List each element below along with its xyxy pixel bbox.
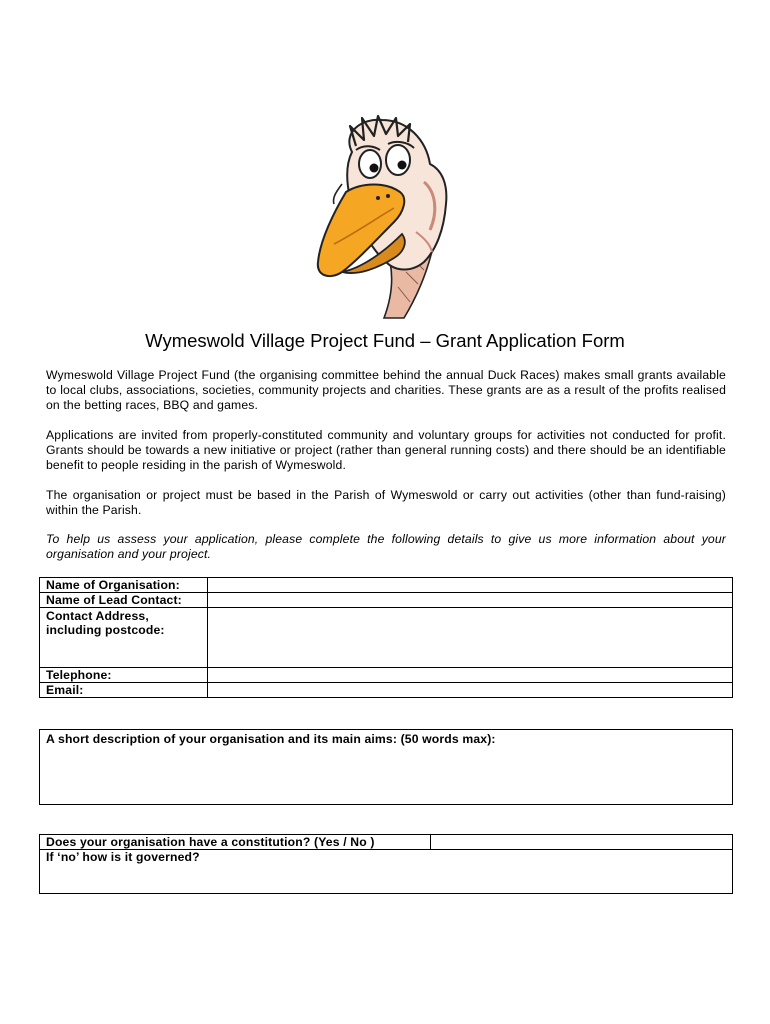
description-field[interactable]	[40, 730, 733, 805]
description-table	[39, 729, 733, 805]
table-row	[40, 608, 733, 668]
applications-paragraph: Applications are invited from properly-constituted community and voluntary groups for activities not conducted for profit. Grants should be towards a new initiative or project (rather than general running costs) and there should be an identifiable benefit to people residing in the parish of Wymeswold.	[46, 428, 726, 472]
governance-field[interactable]	[40, 850, 733, 894]
telephone-label: Telephone:	[40, 668, 208, 683]
table-row	[40, 835, 733, 850]
intro-paragraph: Wymeswold Village Project Fund (the organising committee behind the annual Duck Races) makes small grants available to local clubs, associations, societies, community projects and charities. These grants are as a result of the profits realised on the betting races, BBQ and games.	[46, 368, 726, 412]
duck-right-eye	[386, 145, 410, 175]
duck-left-eye	[359, 150, 381, 178]
table-row	[40, 850, 733, 894]
table-row	[40, 668, 733, 683]
table-row	[40, 593, 733, 608]
constitution-question-label: Does your organisation have a constitution? (Yes / No )	[40, 835, 431, 850]
email-label: Email:	[40, 683, 208, 698]
location-paragraph: The organisation or project must be based in the Parish of Wymeswold or carry out activities (other than fund-raising) within the Parish.	[46, 488, 726, 517]
address-label: Contact Address, including postcode:	[40, 608, 208, 668]
address-field[interactable]	[208, 608, 733, 668]
table-row	[40, 578, 733, 593]
description-label: A short description of your organisation and its main aims: (50 words max):	[46, 732, 496, 746]
duck-mascot-illustration	[312, 112, 460, 322]
contact-details-table	[39, 577, 733, 698]
table-row	[40, 730, 733, 805]
lead-contact-field[interactable]	[208, 593, 733, 608]
org-name-label: Name of Organisation:	[40, 578, 208, 593]
lead-contact-label: Name of Lead Contact:	[40, 593, 208, 608]
constitution-table	[39, 834, 733, 894]
email-field[interactable]	[208, 683, 733, 698]
instructions-paragraph: To help us assess your application, please complete the following details to give us more information about your organisation and your project.	[46, 532, 726, 561]
org-name-field[interactable]	[208, 578, 733, 593]
governance-label: If ‘no’ how is it governed?	[46, 850, 200, 864]
constitution-answer-field[interactable]	[431, 835, 733, 850]
form-title: Wymeswold Village Project Fund – Grant Application Form	[145, 330, 625, 351]
telephone-field[interactable]	[208, 668, 733, 683]
table-row	[40, 683, 733, 698]
